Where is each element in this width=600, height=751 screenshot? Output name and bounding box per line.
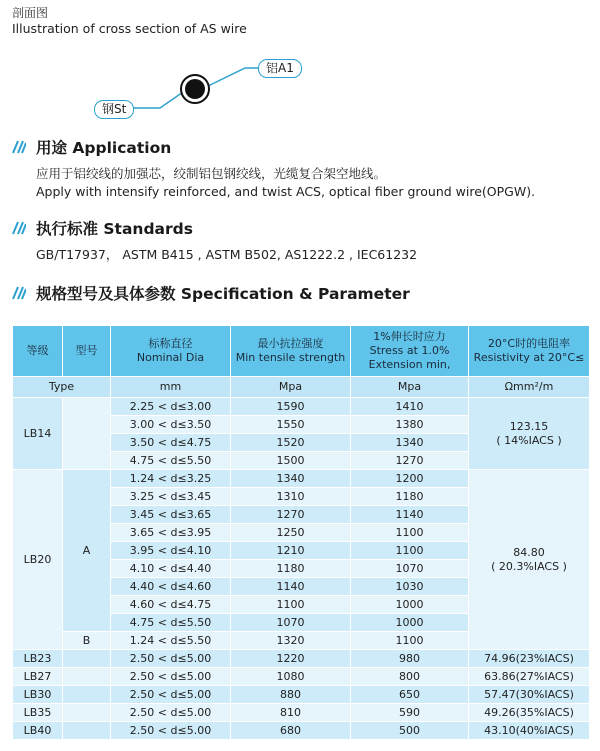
model-cell <box>63 668 111 686</box>
spec-title: 规格型号及具体参数 Specification & Parameter <box>36 285 410 303</box>
unit-dia: mm <box>111 377 231 398</box>
tensile-cell: 1080 <box>231 668 351 686</box>
dia-cell: 2.50 < d≤5.00 <box>111 704 231 722</box>
model-cell <box>63 398 111 470</box>
tensile-cell: 1270 <box>231 506 351 524</box>
slash-icon <box>12 286 26 300</box>
steel-core <box>185 79 205 99</box>
header-stress: 1%伸长时应力 Stress at 1.0% Extension min, <box>351 326 469 377</box>
resistivity-cell: 74.96(23%IACS) <box>469 650 590 668</box>
tensile-cell: 1180 <box>231 560 351 578</box>
stress-cell: 590 <box>351 704 469 722</box>
leader-line-steel <box>130 90 186 108</box>
application-text-en: Apply with intensify reinforced, and twist ACS, optical fiber ground wire(OPGW). <box>36 184 536 199</box>
tensile-cell: 1100 <box>231 596 351 614</box>
tensile-cell: 880 <box>231 686 351 704</box>
dia-cell: 4.60 < d≤4.75 <box>111 596 231 614</box>
label-steel: 钢St <box>94 100 134 119</box>
model-cell: B <box>63 632 111 650</box>
stress-cell: 1200 <box>351 470 469 488</box>
table-row <box>13 722 590 740</box>
tensile-cell: 1250 <box>231 524 351 542</box>
leader-line-al <box>206 68 258 87</box>
spec-table <box>12 325 590 740</box>
tensile-cell: 1320 <box>231 632 351 650</box>
dia-cell: 4.75 < d≤5.50 <box>111 452 231 470</box>
resistivity-cell: 49.26(35%IACS) <box>469 704 590 722</box>
grade-cell: LB35 <box>13 704 63 722</box>
dia-cell: 1.24 < d≤5.50 <box>111 632 231 650</box>
stress-cell: 1270 <box>351 452 469 470</box>
table-row <box>13 668 590 686</box>
tensile-cell: 1500 <box>231 452 351 470</box>
stress-cell: 1100 <box>351 524 469 542</box>
table-row <box>13 398 590 416</box>
resistivity-cell: 43.10(40%IACS) <box>469 722 590 740</box>
application-title: 用途 Application <box>36 139 172 157</box>
standards-title: 执行标准 Standards <box>36 220 193 238</box>
dia-cell: 1.24 < d≤3.25 <box>111 470 231 488</box>
table-row <box>13 470 590 488</box>
unit-type: Type <box>13 377 111 398</box>
dia-cell: 3.65 < d≤3.95 <box>111 524 231 542</box>
application-heading <box>12 136 171 158</box>
grade-cell: LB14 <box>13 398 63 470</box>
model-cell <box>63 704 111 722</box>
stress-cell: 650 <box>351 686 469 704</box>
stress-cell: 500 <box>351 722 469 740</box>
stress-cell: 1000 <box>351 596 469 614</box>
resistivity-cell: 63.86(27%IACS) <box>469 668 590 686</box>
dia-cell: 3.95 < d≤4.10 <box>111 542 231 560</box>
grade-cell: LB27 <box>13 668 63 686</box>
stress-cell: 1340 <box>351 434 469 452</box>
tensile-cell: 1140 <box>231 578 351 596</box>
tensile-cell: 1340 <box>231 470 351 488</box>
model-cell <box>63 686 111 704</box>
tensile-cell: 810 <box>231 704 351 722</box>
tensile-cell: 1070 <box>231 614 351 632</box>
cross-section-diagram <box>0 40 600 130</box>
stress-cell: 1410 <box>351 398 469 416</box>
tensile-cell: 1210 <box>231 542 351 560</box>
header-resistivity: 20°C时的电阻率 Resistivity at 20°C≤ <box>469 326 590 377</box>
model-cell <box>63 722 111 740</box>
grade-cell: LB23 <box>13 650 63 668</box>
application-text-cn: 应用于铝绞线的加强芯，绞制铝包钢绞线，光缆复合架空地线。 <box>36 166 387 181</box>
stress-cell: 1070 <box>351 560 469 578</box>
slash-icon <box>12 140 26 154</box>
caption-en: Illustration of cross section of AS wire <box>12 21 247 36</box>
model-cell: A <box>63 470 111 632</box>
grade-cell: LB30 <box>13 686 63 704</box>
resistivity-cell: 57.47(30%IACS) <box>469 686 590 704</box>
unit-tensile: Mpa <box>231 377 351 398</box>
standards-text: GB/T17937， ASTM B415 , ASTM B502, AS1222.2 , IEC61232 <box>36 247 418 262</box>
header-model: 型号 <box>63 326 111 377</box>
dia-cell: 2.25 < d≤3.00 <box>111 398 231 416</box>
stress-cell: 1140 <box>351 506 469 524</box>
dia-cell: 2.50 < d≤5.00 <box>111 650 231 668</box>
stress-cell: 1180 <box>351 488 469 506</box>
tensile-cell: 1550 <box>231 416 351 434</box>
grade-cell: LB20 <box>13 470 63 650</box>
table-row <box>13 686 590 704</box>
dia-cell: 2.50 < d≤5.00 <box>111 722 231 740</box>
dia-cell: 3.45 < d≤3.65 <box>111 506 231 524</box>
dia-cell: 3.25 < d≤3.45 <box>111 488 231 506</box>
stress-cell: 980 <box>351 650 469 668</box>
dia-cell: 3.50 < d≤4.75 <box>111 434 231 452</box>
stress-cell: 1100 <box>351 542 469 560</box>
dia-cell: 4.10 < d≤4.40 <box>111 560 231 578</box>
dia-cell: 2.50 < d≤5.00 <box>111 686 231 704</box>
table-row <box>13 650 590 668</box>
table-units-row <box>13 377 590 398</box>
spec-heading <box>12 282 410 304</box>
label-aluminium: 铝A1 <box>258 59 302 78</box>
header-grade: 等级 <box>13 326 63 377</box>
slash-icon <box>12 221 26 235</box>
tensile-cell: 1220 <box>231 650 351 668</box>
table-header-row <box>13 326 590 377</box>
stress-cell: 800 <box>351 668 469 686</box>
dia-cell: 2.50 < d≤5.00 <box>111 668 231 686</box>
grade-cell: LB40 <box>13 722 63 740</box>
header-dia: 标称直径 Nominal Dia <box>111 326 231 377</box>
stress-cell: 1380 <box>351 416 469 434</box>
dia-cell: 4.40 < d≤4.60 <box>111 578 231 596</box>
table-row <box>13 704 590 722</box>
resistivity-cell: 84.80 ( 20.3%IACS ) <box>469 470 590 650</box>
tensile-cell: 1590 <box>231 398 351 416</box>
stress-cell: 1030 <box>351 578 469 596</box>
model-cell <box>63 650 111 668</box>
header-tensile: 最小抗拉强度 Min tensile strength <box>231 326 351 377</box>
tensile-cell: 1310 <box>231 488 351 506</box>
unit-stress: Mpa <box>351 377 469 398</box>
unit-resistivity: Ωmm²/m <box>469 377 590 398</box>
stress-cell: 1100 <box>351 632 469 650</box>
tensile-cell: 680 <box>231 722 351 740</box>
dia-cell: 3.00 < d≤3.50 <box>111 416 231 434</box>
tensile-cell: 1520 <box>231 434 351 452</box>
stress-cell: 1000 <box>351 614 469 632</box>
resistivity-cell: 123.15 ( 14%IACS ) <box>469 398 590 470</box>
dia-cell: 4.75 < d≤5.50 <box>111 614 231 632</box>
caption-cn: 剖面图 <box>12 6 49 20</box>
standards-heading <box>12 217 193 239</box>
